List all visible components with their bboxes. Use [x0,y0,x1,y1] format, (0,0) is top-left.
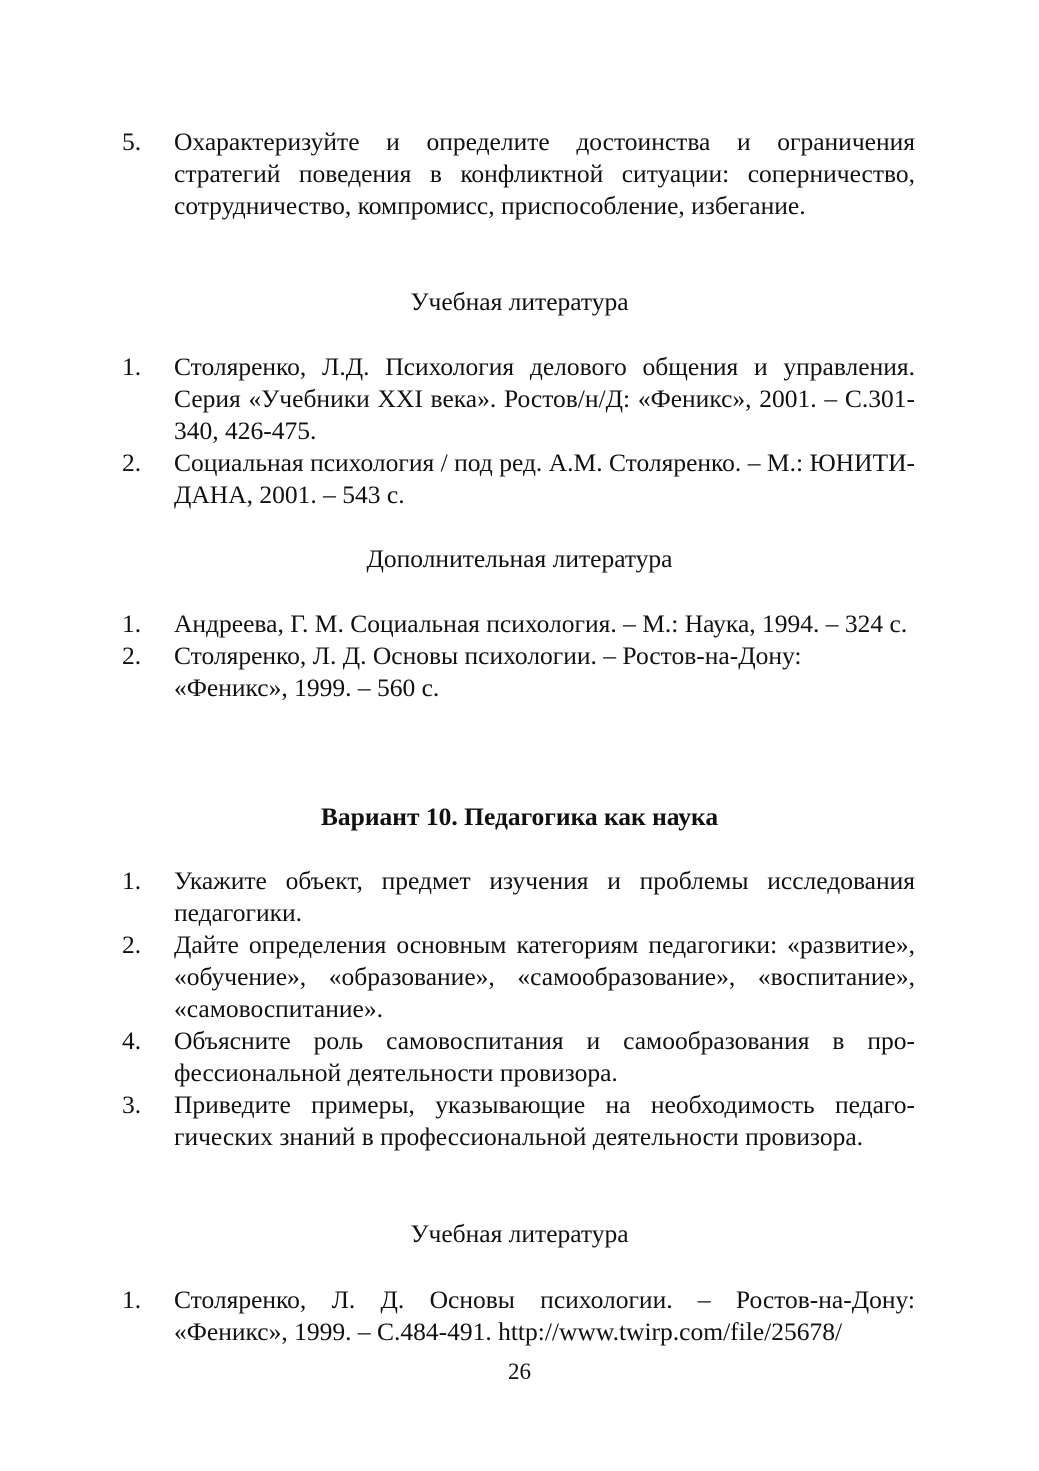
list-item [122,1089,915,1153]
item-text: Приведите примеры, указывающие на необходимость педагогических знаний в профессиональной деятельности провизора. [174,1090,915,1151]
list-item [122,865,915,929]
list-item [122,351,915,447]
item-text: Охарактеризуйте и определите достоинства и ограничения стратегий поведения в конфликтной ситуации: соперничество, сотрудничество, компромисс, приспособление, избегание. [174,127,915,220]
list-item [122,1284,915,1348]
variant-title: Вариант 10. Педагогика как наука [320,802,719,831]
item-number: 5. [122,127,142,156]
item-text: Столяренко, Л. Д. Основы психологии. – Ростов-на-Дону: «Феникс», 1999. – С.484-491. http://www.twirp.com/file/25678/ [174,1285,915,1346]
variant-questions-list [122,865,915,1153]
item-number: 1. [122,352,142,381]
additional-literature-list [122,608,915,704]
item-text: Укажите объект, предмет изучения и проблемы исследования педагогики. [174,866,915,927]
item-text: Андреева, Г. М. Социальная психология. – М.: Наука, 1994. – 324 с. [174,609,908,638]
section-heading-additional-literature: Дополнительная литература [366,544,673,573]
list-item [122,126,915,222]
list-item [122,608,915,640]
study-literature-list [122,351,915,511]
item-text: Столяренко, Л.Д. Психология делового общения и управления. Серия «Учебники XXI века». Ростов/н/Д: «Феникс», 2001. – С.301-340, 426-475. [174,352,915,445]
item-number: 1. [122,609,142,638]
item-number: 1. [122,1285,142,1314]
page-number: 26 [508,1359,531,1384]
list-item [122,1025,915,1089]
list-item [122,929,915,1025]
list-item [122,447,915,511]
item-text: Социальная психология / под ред. А.М. Столяренко. – М.: ЮНИТИ-ДАНА, 2001. – 543 с. [174,448,915,509]
prev-questions-list [122,126,915,222]
list-item [122,640,915,704]
study-literature-list-2 [122,1284,915,1348]
item-number: 2. [122,641,142,670]
item-number: 3. [122,1090,142,1119]
section-heading-study-literature-2: Учебная литература [410,1219,629,1248]
item-number: 2. [122,930,142,959]
item-text: Объясните роль самовоспитания и самообразования в профессиональной деятельности провизора. [174,1026,915,1087]
item-text: Столяренко, Л. Д. Основы психологии. – Ростов-на-Дону: «Феникс», 1999. – 560 с. [174,641,802,702]
section-heading-study-literature: Учебная литература [410,287,629,316]
item-number: 4. [122,1026,142,1055]
item-number: 2. [122,448,142,477]
item-number: 1. [122,866,142,895]
item-text: Дайте определения основным категориям педагогики: «развитие», «обучение», «образование», «самообразование», «воспитание», «самовоспитание». [174,930,915,1023]
